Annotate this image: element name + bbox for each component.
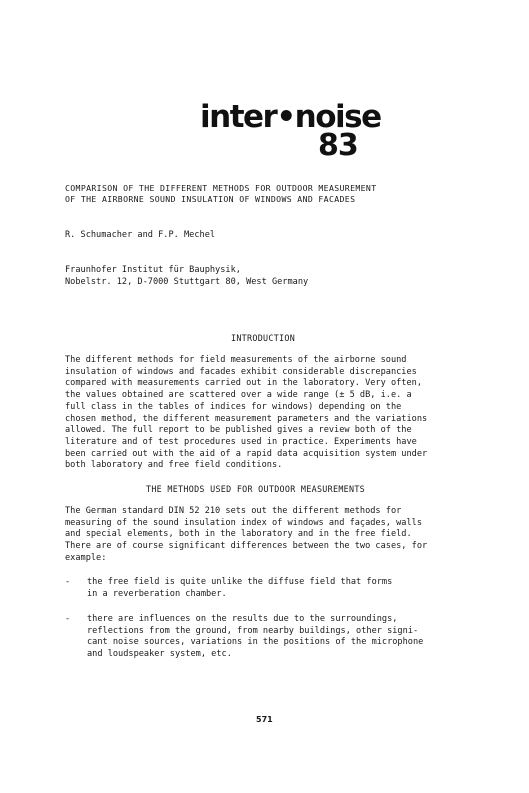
introduction-paragraph: The different methods for field measurements of the airborne sound insulation of windows and facades exhibit considerable discrepancies compared with measurements carried out in the laboratory. Very often, the values obtained are scattered over a wide range (± 5 dB, i.e. a full class in the tables of indices for windows) depending on the chosen method, the different measurement parameters and the variations allowed. The full report to be published gives a review both of the literature and of test procedures used in practice. Experiments have been carried out with the aid of a rapid data acquisition system under both laboratory and free field conditions. (65, 355, 428, 471)
bullet-text: there are influences on the results due to the surroundings, reflections from the ground, from nearby buildings, other signi- cant noise sources, variations in the positions of the microphone and loudspeaker system, etc. (87, 614, 424, 660)
paper-authors: R. Schumacher and F.P. Mechel (65, 230, 216, 240)
bullet-dash: - (65, 577, 71, 587)
logo-wordmark: inter•noise (200, 99, 381, 135)
bullet-dash: - (65, 614, 71, 624)
bullet-text: the free field is quite unlike the diffuse field that forms in a reverberation chamber. (87, 577, 393, 599)
logo-year: 83 (318, 128, 358, 163)
methods-heading: THE METHODS USED FOR OUTDOOR MEASUREMENTS (146, 484, 366, 494)
author-affiliation: Fraunhofer Institut für Bauphysik, Nobelstr. 12, D-7000 Stuttgart 80, West Germany (65, 265, 309, 287)
introduction-heading: INTRODUCTION (231, 333, 296, 343)
page-number: 571 (256, 715, 273, 724)
inter-noise-logo (200, 99, 381, 163)
methods-paragraph: The German standard DIN 52 210 sets out the different methods for measuring of the sound insulation index of windows and façades, walls and special elements, both in the laboratory and in the free field. There are of course significant differences between the two cases, for example: (65, 506, 428, 563)
paper-title: COMPARISON OF THE DIFFERENT METHODS FOR OUTDOOR MEASUREMENT OF THE AIRBORNE SOUND INSULATION OF WINDOWS AND FACADES (65, 183, 377, 204)
